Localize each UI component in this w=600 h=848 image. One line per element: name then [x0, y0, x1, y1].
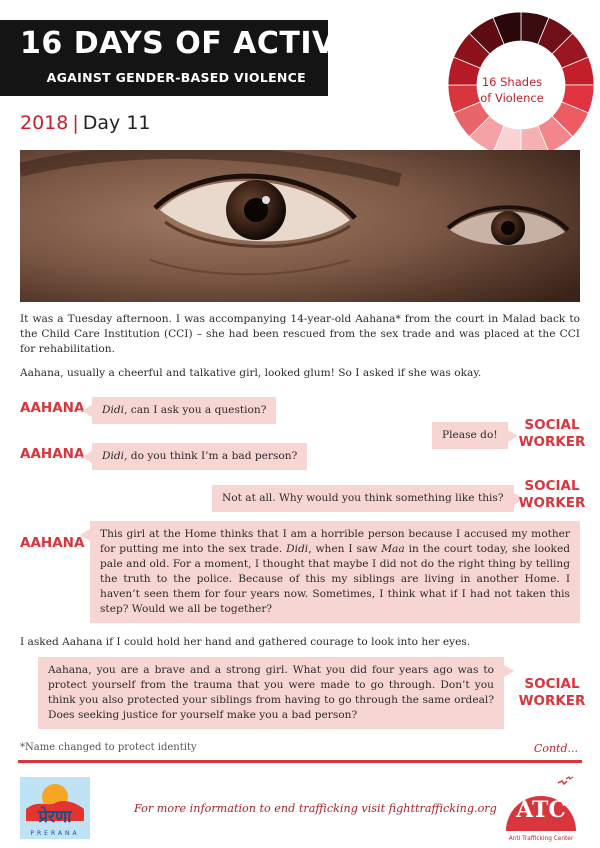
speaker-social-worker — [518, 478, 586, 512]
bubble-text: This girl at the Home thinks that I am a horrible person because I accused my mother for putting me into the sex trade. — [100, 528, 570, 555]
speaker-line-1: SOCIAL — [524, 417, 580, 433]
didi-word: Didi — [286, 543, 309, 555]
badge-line-1: 16 Shades — [481, 75, 543, 89]
atc-label: ATC — [516, 797, 566, 823]
prerana-name: PRERANA — [30, 830, 80, 837]
atc-logo — [500, 775, 582, 845]
page-subtitle: AGAINST GENDER-BASED VIOLENCE — [46, 70, 306, 85]
didi-word: Didi — [102, 450, 125, 462]
intro-paragraph-2: Aahana, usually a cheerful and talkative girl, looked glum! So I asked if she was okay. — [20, 367, 482, 379]
prerana-logo — [20, 777, 90, 839]
didi-word: Didi — [102, 404, 125, 416]
footer-divider — [18, 760, 582, 763]
speaker-line-2: WORKER — [518, 693, 586, 709]
bubble-text: , do you think I’m a bad person? — [124, 450, 298, 462]
speaker-line-1: SOCIAL — [524, 478, 580, 494]
speech-bubble-worker-2: Not at all. Why would you think something like this? — [212, 485, 514, 512]
bubble-text: in the court today, she looked pale and old. For a moment, I thought that maybe I did not do the right thing by telling the truth to the police. Because of this my siblings are living in another Home. I haven’t seen them for four years now. Sometimes, I think what if I had not taken this step? Would we all be together? — [100, 543, 571, 615]
speech-bubble-worker-1: Please do! — [432, 422, 508, 449]
speech-bubble-aahana-1 — [92, 397, 276, 424]
speech-bubble-aahana-2 — [92, 443, 307, 470]
hero-photo-eyes — [20, 150, 580, 302]
speaker-aahana: AAHANA — [20, 400, 85, 416]
title-banner — [0, 20, 400, 96]
speech-bubble-aahana-3 — [90, 521, 580, 623]
speaker-social-worker — [518, 417, 586, 451]
prerana-script: प्रेरणा — [38, 807, 72, 827]
atc-top-label: PRERANA — [521, 788, 561, 794]
day-number: Day 11 — [82, 112, 151, 134]
speaker-aahana: AAHANA — [20, 446, 85, 462]
badge-line-2: of Violence — [480, 91, 544, 105]
footer-info-text: For more information to end trafficking visit fighttrafficking.org — [134, 802, 497, 815]
year-label: 2018 — [20, 112, 69, 134]
continued-label: Contd... — [533, 742, 578, 755]
day-label — [20, 112, 151, 134]
atc-subtitle: Anti Trafficking Center — [508, 836, 574, 842]
eye-illustration — [20, 150, 580, 302]
narration-paragraph: I asked Aahana if I could hold her hand and gathered courage to look into her eyes. — [20, 636, 471, 648]
speaker-line-2: WORKER — [518, 434, 586, 450]
page-title: 16 DAYS OF ACTIVISM — [20, 26, 400, 61]
speaker-aahana: AAHANA — [20, 535, 85, 551]
bubble-text: , when I saw — [308, 543, 382, 555]
speaker-line-2: WORKER — [518, 495, 586, 511]
speaker-social-worker — [518, 676, 586, 710]
intro-paragraph-1: It was a Tuesday afternoon. I was accompanying 14-year-old Aahana* from the court in Malad back to the Child Care Institution (CCI) – she had been rescued from the sex trade and was placed at the CCI for rehabilitation. — [20, 313, 580, 355]
bubble-text: , can I ask you a question? — [124, 404, 267, 416]
maa-word: Maa — [381, 543, 405, 555]
speech-bubble-worker-3: Aahana, you are a brave and a strong girl. What you did four years ago was to protect yourself from the trauma that you were made to go through. Don’t you think you also protected your siblings from having to go through the same ordeal? Does seeking justice for yourself make you a bad person? — [38, 657, 504, 729]
day-separator: | — [72, 112, 79, 134]
footnote: *Name changed to protect identity — [20, 742, 197, 753]
speaker-line-1: SOCIAL — [524, 676, 580, 692]
badge-label — [472, 74, 552, 106]
